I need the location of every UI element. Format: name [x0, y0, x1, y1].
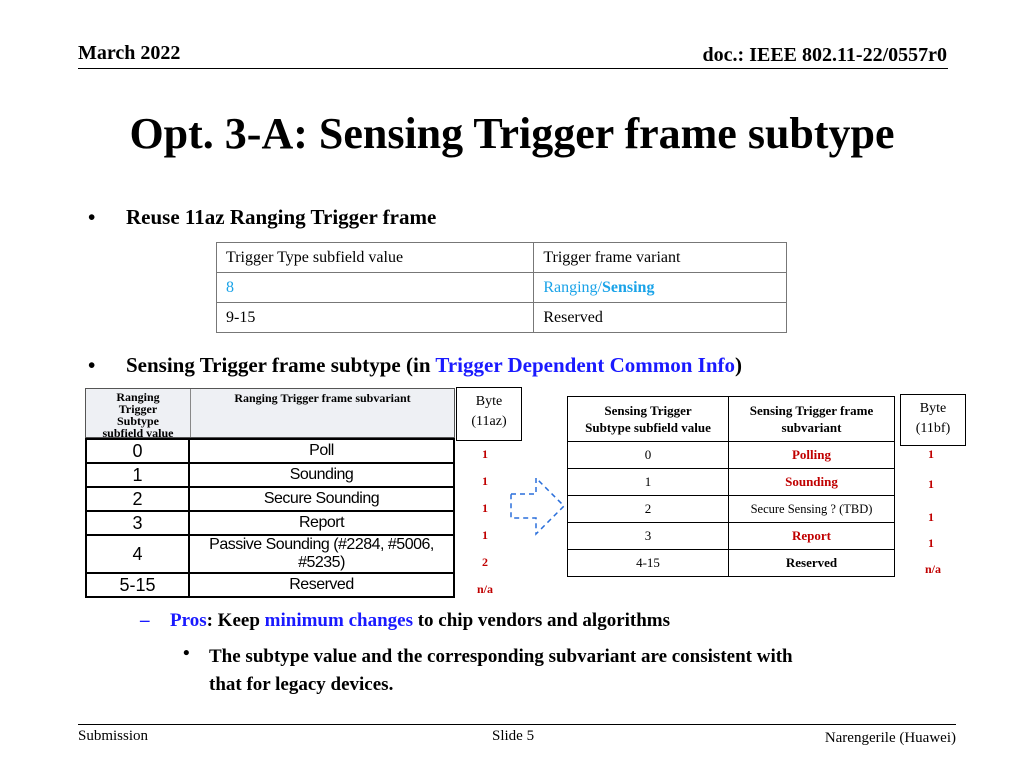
- byte-11az-value: 1: [482, 528, 488, 542]
- table-row: [217, 303, 787, 333]
- note-line: The subtype value and the corresponding subvariant are consistent with: [209, 646, 793, 667]
- table-header-col1: [86, 389, 191, 440]
- header-line: Subtype: [116, 414, 160, 428]
- table-row: [568, 442, 895, 469]
- slide-title: Opt. 3-A: Sensing Trigger frame subtype: [129, 109, 895, 158]
- table-cell: 1: [86, 463, 189, 487]
- consistency-note: [209, 643, 793, 699]
- byte-label-line: Byte: [919, 401, 947, 416]
- table-cell: Report: [189, 511, 454, 535]
- byte-11bf-value: 1: [928, 510, 934, 524]
- table-cell: Reserved: [534, 303, 787, 333]
- table-row: [86, 511, 454, 535]
- header-date: March 2022: [78, 42, 181, 64]
- header-line: subvariant: [781, 420, 842, 435]
- table-header: Trigger Type subfield value: [217, 243, 534, 273]
- byte-11bf-value: 1: [928, 447, 934, 461]
- table-header: [568, 397, 729, 442]
- table-header: [729, 397, 895, 442]
- footer-rule: [78, 724, 956, 725]
- byte-11bf-value: 1: [928, 536, 934, 550]
- note-line: that for legacy devices.: [209, 674, 394, 695]
- sensing-subvariant-table: [567, 396, 895, 577]
- table-cell: Passive Sounding (#2284, #5006, #5235): [189, 535, 454, 573]
- right-arrow-icon: [508, 474, 568, 538]
- header-line: Subtype subfield value: [585, 420, 711, 435]
- header-line: Ranging: [116, 390, 160, 404]
- table-header: [85, 388, 455, 438]
- byte-11bf-value: 1: [928, 477, 934, 491]
- table-header: Trigger frame variant: [534, 243, 787, 273]
- header-rule: [78, 68, 948, 69]
- byte-label-line: Byte: [475, 394, 503, 409]
- table-cell: Sounding: [189, 463, 454, 487]
- footer-submission: Submission: [78, 728, 149, 744]
- bullet-text-prefix: Sensing Trigger frame subtype (in: [126, 353, 436, 377]
- table-cell: 4-15: [568, 550, 729, 577]
- header-doc-id: doc.: IEEE 802.11-22/0557r0: [702, 44, 947, 66]
- footer-slide-number: Slide 5: [492, 728, 535, 744]
- table-cell: 3: [568, 523, 729, 550]
- pros-text: : Keep: [206, 610, 265, 631]
- ranging-subvariant-table: [85, 388, 455, 598]
- table-row: [86, 463, 454, 487]
- table-cell: Sounding: [729, 469, 895, 496]
- byte-11az-value: 1: [482, 474, 488, 488]
- byte-label-line: (11bf): [915, 421, 951, 436]
- bullet-text-2: [126, 353, 742, 378]
- bullet-text-suffix: ): [735, 353, 743, 377]
- byte-11az-label: [456, 387, 522, 441]
- table-cell: Secure Sensing ? (TBD): [729, 496, 895, 523]
- table-row: [568, 550, 895, 577]
- header-line: Sensing Trigger frame: [749, 403, 874, 418]
- table-cell: 0: [568, 442, 729, 469]
- bullet-dot-3: •: [183, 643, 190, 664]
- table-cell: [534, 273, 787, 303]
- variant-prefix: Ranging/: [543, 278, 602, 296]
- header-line: Trigger: [118, 402, 158, 416]
- trigger-type-table: [216, 242, 787, 333]
- pros-label: Pros: [170, 610, 207, 631]
- trigger-dependent-link: Trigger Dependent Common Info: [435, 353, 736, 377]
- header-line: Sensing Trigger: [604, 403, 692, 418]
- byte-label-line: (11az): [471, 414, 507, 429]
- table-cell: 9-15: [217, 303, 534, 333]
- table-header-row: [568, 397, 895, 442]
- byte-11az-value: n/a: [476, 582, 493, 596]
- table-cell: 2: [568, 496, 729, 523]
- pros-line: [170, 610, 670, 632]
- bullet-dot-2: •: [88, 353, 96, 377]
- table-row: [568, 469, 895, 496]
- table-cell: 2: [86, 487, 189, 511]
- table-cell: 8: [217, 273, 534, 303]
- table-cell: 0: [86, 439, 189, 463]
- table-row: [568, 496, 895, 523]
- table-row: [568, 523, 895, 550]
- table-cell: 4: [86, 535, 189, 573]
- byte-11bf-label: [900, 394, 966, 446]
- table-cell: Polling: [729, 442, 895, 469]
- header-line: subfield value: [102, 426, 174, 440]
- table-cell: 1: [568, 469, 729, 496]
- footer-author: Narengerile (Huawei): [824, 730, 956, 746]
- table-cell: Reserved: [729, 550, 895, 577]
- table-cell: Report: [729, 523, 895, 550]
- table-cell: Reserved: [189, 573, 454, 597]
- byte-11az-value: 1: [482, 447, 488, 461]
- byte-11bf-value: n/a: [924, 562, 941, 576]
- byte-11az-value: 2: [482, 555, 488, 569]
- bullet-dot-1: •: [88, 205, 96, 229]
- table-row: [86, 573, 454, 597]
- byte-11az-value: 1: [482, 501, 488, 515]
- pros-highlight: minimum changes: [264, 610, 413, 631]
- bullet-text-1: Reuse 11az Ranging Trigger frame: [126, 205, 437, 229]
- sub-bullet-dash: –: [140, 610, 150, 631]
- table-header-col2: Ranging Trigger frame subvariant: [234, 391, 411, 405]
- table-row: [86, 535, 454, 573]
- table-row: [86, 487, 454, 511]
- table-cell: 5-15: [86, 573, 189, 597]
- table-row: [86, 439, 454, 463]
- table-cell: Secure Sounding: [189, 487, 454, 511]
- variant-bold: Sensing: [601, 278, 655, 296]
- table-row: [217, 273, 787, 303]
- table-cell: 3: [86, 511, 189, 535]
- table-cell: Poll: [189, 439, 454, 463]
- pros-text: to chip vendors and algorithms: [412, 610, 671, 631]
